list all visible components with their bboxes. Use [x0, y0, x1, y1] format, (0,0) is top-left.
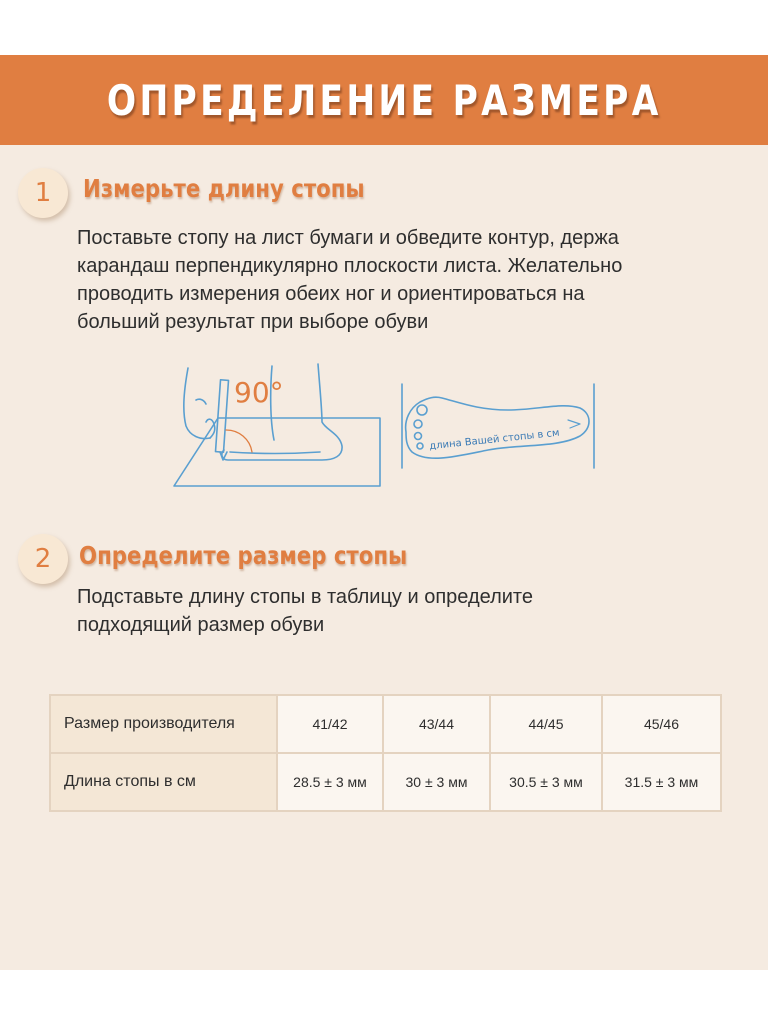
- length-arrow-icon: [568, 420, 580, 428]
- table-cell: 30 ± 3 мм: [383, 753, 490, 811]
- foot-on-paper-illustration: [170, 360, 390, 492]
- table-cell: 30.5 ± 3 мм: [490, 753, 602, 811]
- step-2-instructions: [77, 583, 533, 639]
- step-1-line-1: Поставьте стопу на лист бумаги и обведите контур, держа: [77, 227, 619, 249]
- table-cell: 31.5 ± 3 мм: [602, 753, 721, 811]
- header-banner: [0, 55, 768, 145]
- step-2-line-2: подходящий размер обуви: [77, 614, 325, 636]
- table-row-label: Размер производителя: [50, 695, 277, 753]
- step-1-number-badge: 1: [18, 168, 68, 218]
- table-cell: 45/46: [602, 695, 721, 753]
- step-2-number-badge: 2: [18, 534, 68, 584]
- size-table: [49, 694, 722, 812]
- step-1-instructions: [77, 224, 622, 336]
- table-cell: 44/45: [490, 695, 602, 753]
- page-title: ОПРЕДЕЛЕНИЕ РАЗМЕРА: [106, 75, 662, 125]
- footprint-length-illustration: [398, 380, 602, 470]
- step-1-line-3: проводить измерения обеих ног и ориентироваться на: [77, 283, 585, 305]
- step-1-line-2: карандаш перпендикулярно плоскости листа. Желательно: [77, 255, 623, 277]
- step-2-line-1: Подставьте длину стопы в таблицу и определите: [77, 586, 533, 608]
- footprint-length-label: длина Вашей стопы в см: [428, 427, 561, 453]
- paper-sheet-outline: [174, 418, 380, 486]
- table-cell: 43/44: [383, 695, 490, 753]
- table-row: [50, 695, 721, 753]
- table-cell: 28.5 ± 3 мм: [277, 753, 383, 811]
- angle-label: 90°: [234, 376, 284, 409]
- table-row-label: Длина стопы в см: [50, 753, 277, 811]
- step-1-line-4: больший результат при выборе обуви: [77, 311, 429, 333]
- table-cell: 41/42: [277, 695, 383, 753]
- table-row: [50, 753, 721, 811]
- step-1-title: Измерьте длину стопы: [83, 174, 365, 203]
- step-2-title: Определите размер стопы: [79, 541, 408, 570]
- pencil-icon: [215, 380, 228, 452]
